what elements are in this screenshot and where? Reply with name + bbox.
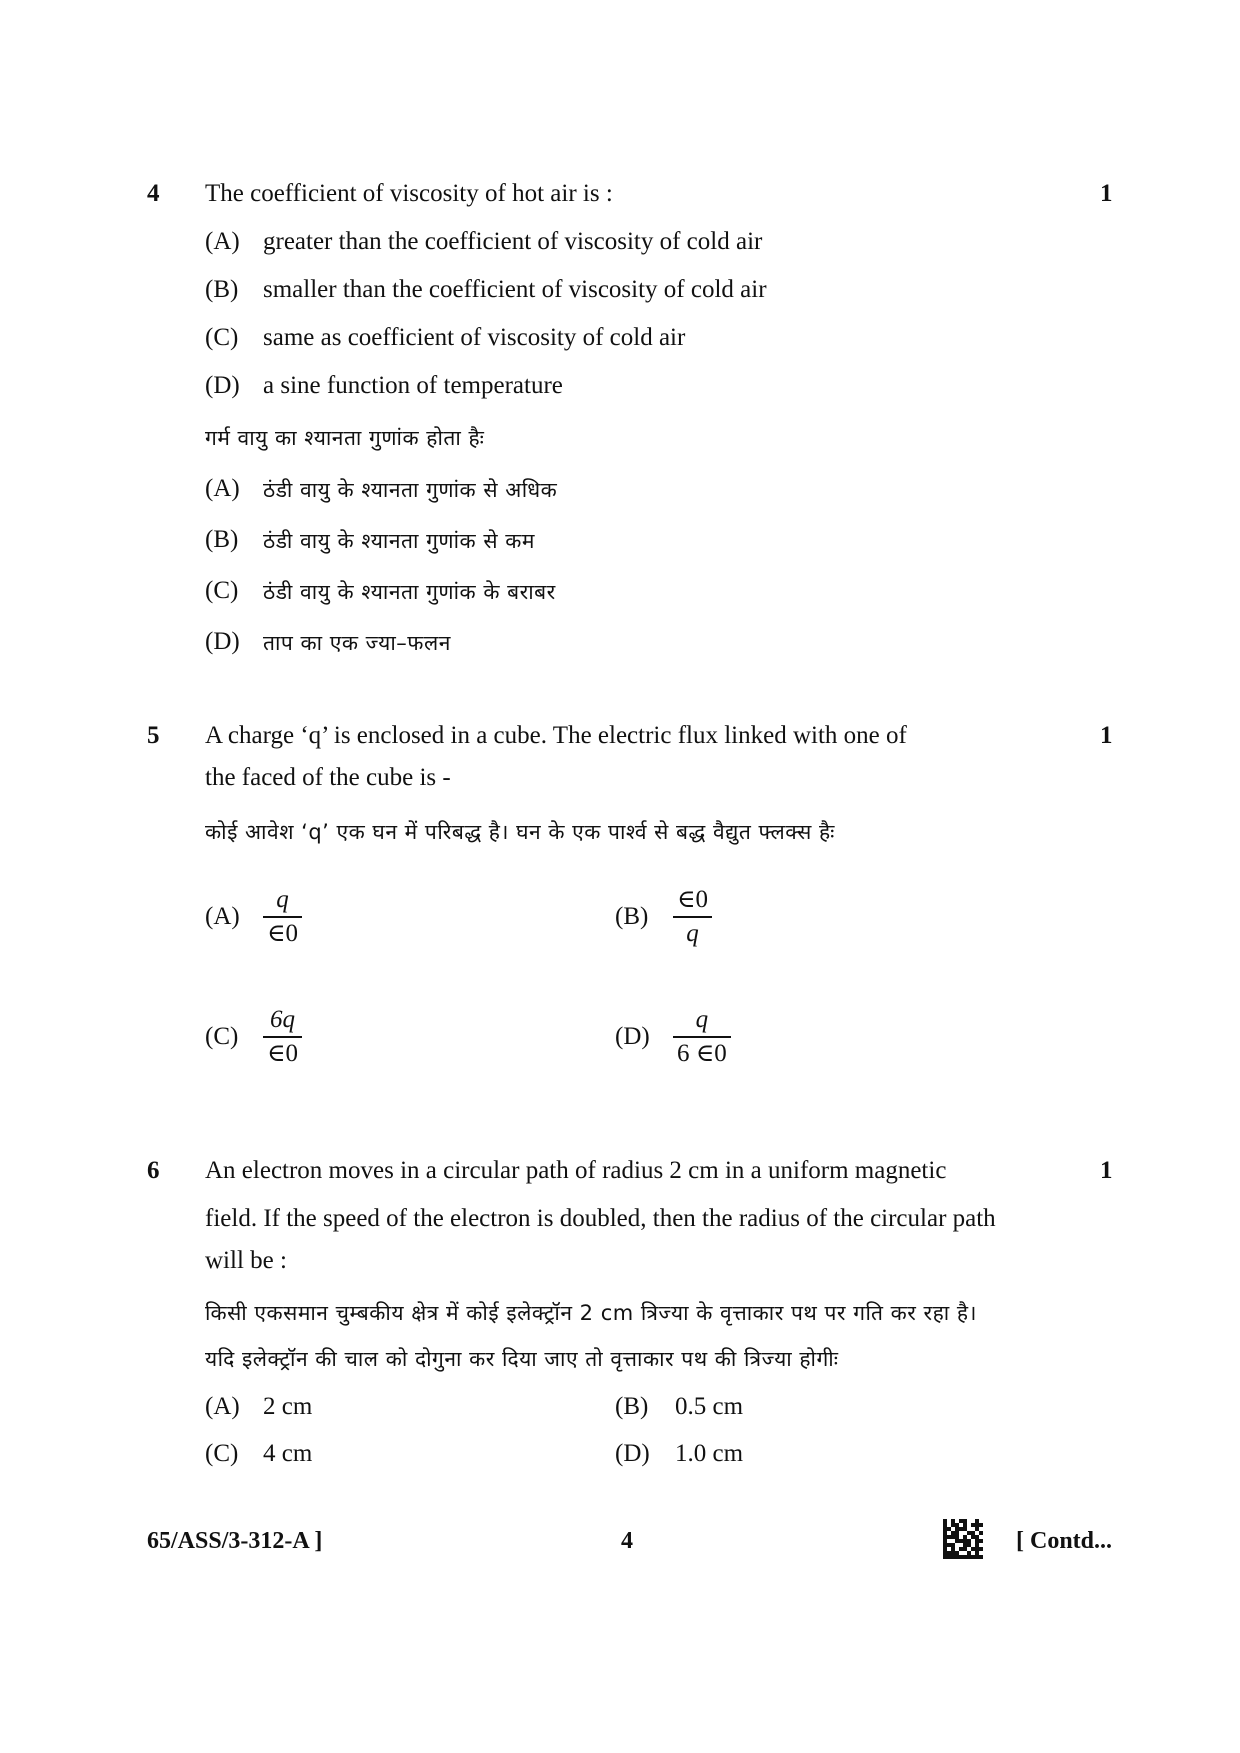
- q6-option-c-text: 4 cm: [263, 1440, 313, 1467]
- q6-question-hindi-line1: किसी एकसमान चुम्बकीय क्षेत्र में कोई इलेक्ट्रॉन 2 cm त्रिज्या के वृत्ताकार पथ पर गति कर रहा है।: [205, 1301, 977, 1325]
- q6-option-b-label: (B): [615, 1393, 649, 1420]
- q5-option-d-label: (D): [615, 1023, 650, 1050]
- q5-option-d-denominator: 6 ∈0: [677, 1039, 727, 1067]
- q4-hindi-option-c-label: (C): [205, 577, 239, 604]
- q4-option-a-text: greater than the coefficient of viscosity of cold air: [263, 228, 763, 255]
- q4-option-c-text: same as coefficient of viscosity of cold air: [263, 324, 686, 351]
- q4-hindi-option-d-text: ताप का एक ज्या–फलन: [263, 631, 451, 655]
- q6-question-line2: field. If the speed of the electron is doubled, then the radius of the circular path: [205, 1205, 996, 1232]
- q6-option-b-text: 0.5 cm: [675, 1393, 744, 1420]
- q5-option-a-denominator: ∈0: [267, 919, 299, 947]
- q5-option-c-denominator: ∈0: [267, 1039, 299, 1067]
- q5-question-hindi: कोई आवेश ‘q’ एक घन में परिबद्ध है। घन के एक पार्श्व से बद्ध वैद्युत फ्लक्स हैः: [205, 820, 835, 844]
- q4-hindi-option-c-text: ठंडी वायु के श्यानता गुणांक के बराबर: [263, 580, 556, 604]
- q5-option-b-denominator: q: [686, 919, 699, 947]
- q4-number: 4: [147, 180, 160, 207]
- q4-marks: 1: [1100, 180, 1113, 207]
- q5-marks: 1: [1100, 722, 1113, 749]
- q6-question-line1: An electron moves in a circular path of radius 2 cm in a uniform magnetic: [205, 1157, 947, 1184]
- q4-option-b-label: (B): [205, 276, 239, 303]
- q6-option-a-label: (A): [205, 1393, 240, 1420]
- q5-option-b-fraction: [673, 884, 712, 950]
- q5-option-b-numerator: ∈0: [677, 886, 709, 913]
- q5-option-d-fraction: [673, 1004, 731, 1070]
- q5-option-a-label: (A): [205, 903, 240, 930]
- q5-option-a-numerator: q: [276, 886, 289, 913]
- q6-marks: 1: [1100, 1157, 1113, 1184]
- q6-option-c-label: (C): [205, 1440, 239, 1467]
- q6-question-line3: will be :: [205, 1247, 287, 1274]
- footer-continued: [ Contd...: [1016, 1528, 1113, 1554]
- q5-option-b-label: (B): [615, 903, 649, 930]
- q4-hindi-option-b-text: ठंडी वायु के श्यानता गुणांक से कम: [263, 529, 535, 553]
- q6-option-d-text: 1.0 cm: [675, 1440, 744, 1467]
- q6-option-a-text: 2 cm: [263, 1393, 313, 1420]
- qr-code-icon: [943, 1519, 983, 1559]
- q5-option-c-numerator: 6q: [270, 1006, 295, 1033]
- q4-option-d-text: a sine function of temperature: [263, 372, 563, 399]
- q5-option-a-fraction: [263, 884, 302, 950]
- q6-question-hindi-line2: यदि इलेक्ट्रॉन की चाल को दोगुना कर दिया जाए तो वृत्ताकार पथ की त्रिज्या होगीः: [205, 1347, 839, 1371]
- q5-number: 5: [147, 722, 160, 749]
- q5-question-line1: A charge ‘q’ is enclosed in a cube. The electric flux linked with one of: [205, 722, 907, 749]
- q4-question: The coefficient of viscosity of hot air is :: [205, 180, 613, 207]
- q4-option-b-text: smaller than the coefficient of viscosity of cold air: [263, 276, 767, 303]
- q5-option-c-fraction: [263, 1004, 302, 1070]
- q5-option-c-label: (C): [205, 1023, 239, 1050]
- q6-number: 6: [147, 1157, 160, 1184]
- footer-paper-code: 65/ASS/3-312-A ]: [147, 1528, 323, 1554]
- q4-hindi-option-b-label: (B): [205, 526, 239, 553]
- q4-option-c-label: (C): [205, 324, 239, 351]
- q5-option-d-numerator: q: [695, 1006, 709, 1033]
- q4-hindi-option-d-label: (D): [205, 628, 240, 655]
- q4-option-a-label: (A): [205, 228, 240, 255]
- q4-option-d-label: (D): [205, 372, 240, 399]
- q4-hindi-option-a-label: (A): [205, 475, 240, 502]
- footer-page-number: 4: [621, 1528, 633, 1554]
- q4-question-hindi: गर्म वायु का श्यानता गुणांक होता हैः: [205, 426, 485, 450]
- q5-question-line2: the faced of the cube is -: [205, 764, 451, 791]
- q4-hindi-option-a-text: ठंडी वायु के श्यानता गुणांक से अधिक: [263, 478, 558, 502]
- q6-option-d-label: (D): [615, 1440, 650, 1467]
